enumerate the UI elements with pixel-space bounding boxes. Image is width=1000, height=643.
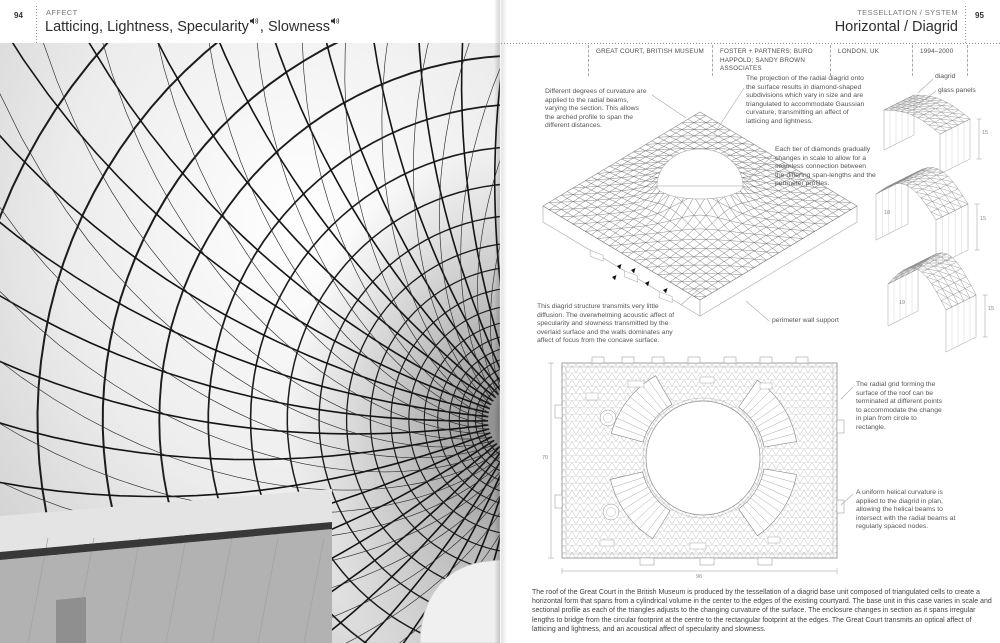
project-info-row xyxy=(588,45,968,76)
dim-vault2-span: 18 xyxy=(884,210,891,216)
label-perimeter-wall-support: perimeter wall support xyxy=(772,317,839,324)
project-years: 1994–2000 xyxy=(912,45,968,76)
project-architects: FOSTER + PARTNERS; BURO HAPPOLD; SANDY BROWN ASSOCIATES xyxy=(712,45,830,76)
annotation-helical: A uniform helical curvature is applied to the diagrid in plan, allowing the helical beams to intersect with the radial beams at regularly spaced nodes. xyxy=(856,489,956,531)
sound-affect-icon xyxy=(331,13,340,29)
left-header-divider xyxy=(36,6,37,43)
dim-vault2-height: 15 xyxy=(980,216,987,222)
project-location: LONDON, UK xyxy=(830,45,912,76)
dim-plan-width: 96 xyxy=(696,574,703,580)
dim-vault3-height: 15 xyxy=(988,306,995,312)
great-court-roof-photo xyxy=(0,43,500,643)
left-page-number: 94 xyxy=(14,11,23,20)
label-diagrid: diagrid xyxy=(935,73,956,80)
label-glass-panels: glass panels xyxy=(938,87,976,94)
annotation-tiers: Each tier of diamonds gradually changes in scale to allow for a seamless connection between the differing span-lengths and the perimeter profiles. xyxy=(775,146,876,188)
dim-vault1-height: 15 xyxy=(982,130,989,136)
annotation-curvature: Different degrees of curvature are applied to the radial beams, varying the section. This allows the arched profile to span the different distances. xyxy=(545,88,647,130)
annotation-radial-grid: The radial grid forming the surface of the roof can be terminated at different points to accommodate the change in plan from circle to rectangle. xyxy=(856,381,943,431)
left-title-text-1: Latticing, Lightness, Specularity xyxy=(45,19,249,35)
annotation-diffusion: This diagrid structure transmits very little diffusion. The overwhelming acoustic affect of specularity and slowness transmitted by the overlaid surface and the walls dominates any affect of focus from the concave surface. xyxy=(537,303,675,345)
dim-plan-depth: 70 xyxy=(542,455,549,461)
annotation-projection: The projection of the radial diagrid onto the surface results in diamond-shaped subdivisions which vary in size and are triangulated to accommodate Gaussian curvature, transmitting an affect of latticing and lightness. xyxy=(746,75,865,125)
dim-vault3-span: 19 xyxy=(899,300,906,306)
body-paragraph: The roof of the Great Court in the British Museum is produced by the tessellation of a diagrid base unit composed of triangulated cells to create a horizontal form that spans from a cylindrical volume in the center to the edges of the existing courtyard. The base unit in this case varies in scale and sectional profile as each of the triangles adjusts to the changing curvature of the surface. The enclosure changes in section as it spans irregular lengths to bridge from the circular footprint at the centre to the rectangular footprint at the edges. The Great Court transmits an optical affect of latticing and lightness, and an acoustical affect of specularity and slowness. xyxy=(532,589,992,633)
project-name: GREAT COURT, BRITISH MUSEUM xyxy=(588,45,712,76)
right-section-label: TESSELLATION / SYSTEM xyxy=(857,8,958,17)
right-header-divider xyxy=(965,6,966,43)
left-title-text-2: , Slowness xyxy=(259,19,331,35)
left-page-title xyxy=(45,19,341,35)
left-section-label: AFFECT xyxy=(46,8,78,17)
sound-affect-icon xyxy=(250,13,259,29)
page-gutter xyxy=(494,0,507,643)
right-page-number: 95 xyxy=(975,11,984,20)
right-header xyxy=(600,8,958,35)
right-page-title: Horizontal / Diagrid xyxy=(834,19,958,35)
